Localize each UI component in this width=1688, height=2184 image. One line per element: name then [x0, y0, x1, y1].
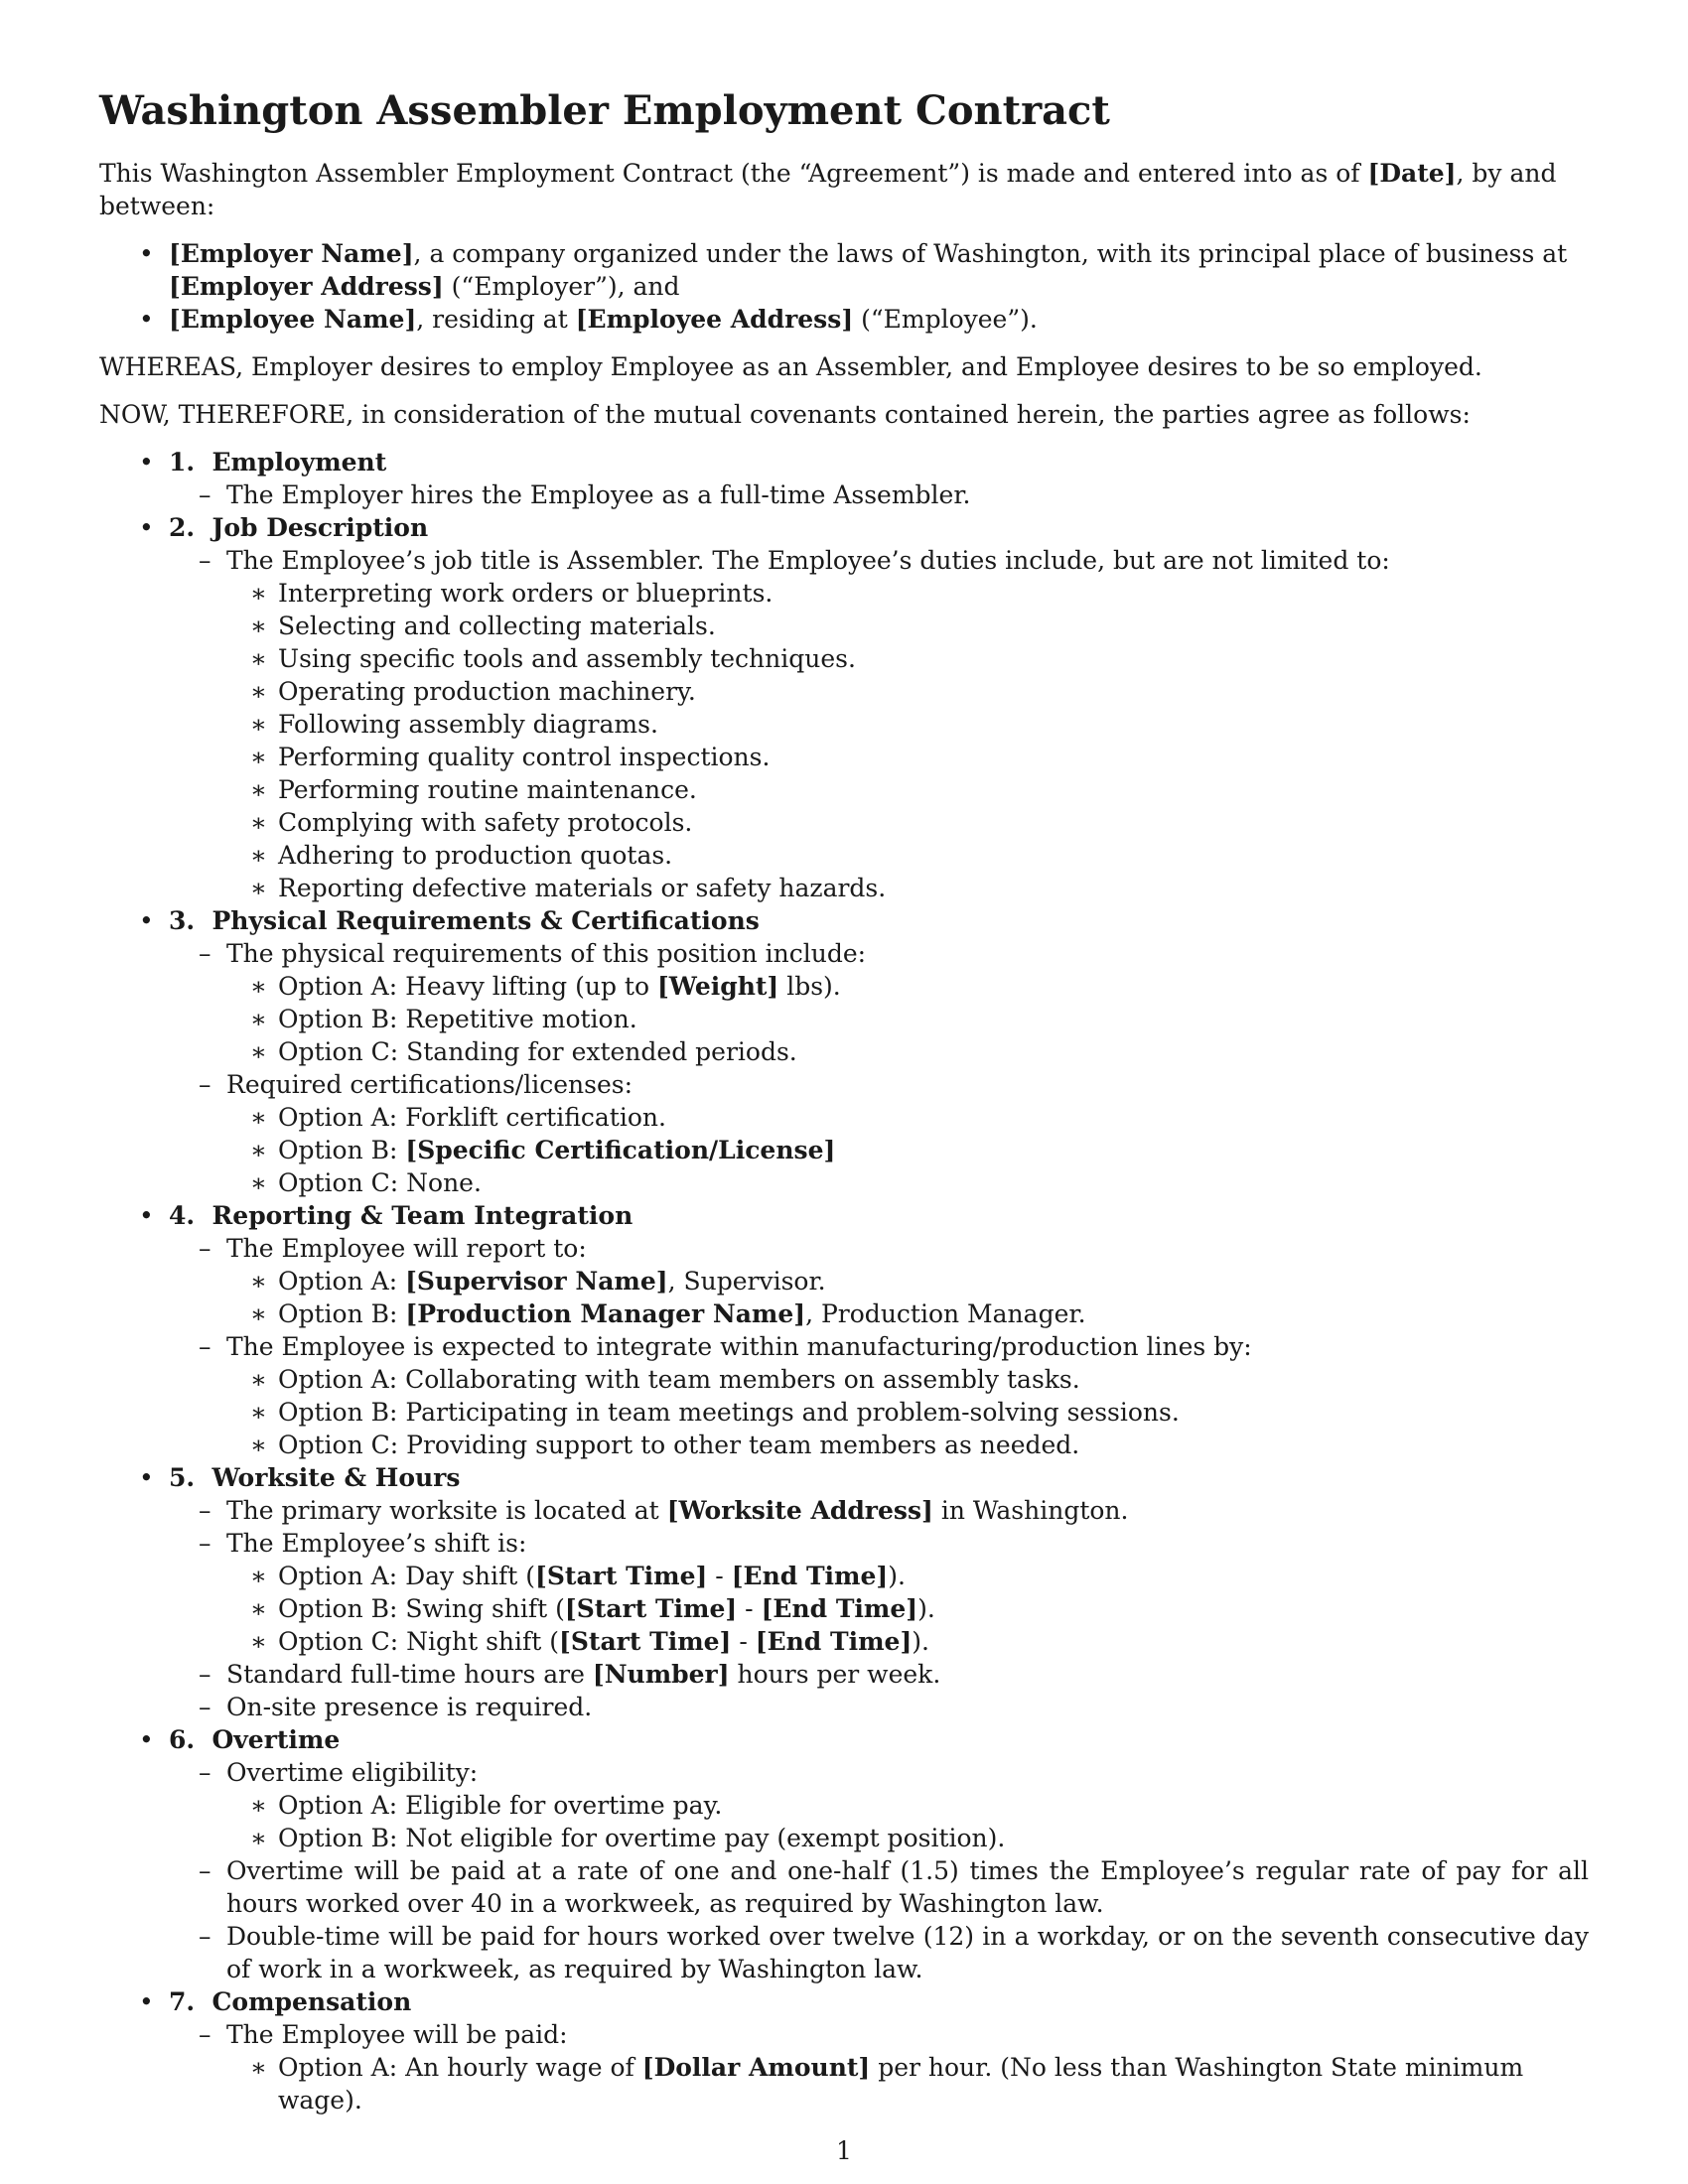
supervisor-name-placeholder: [Supervisor Name] [405, 1267, 668, 1296]
report-option-a: ∗ Option A: [Supervisor Name], Supervisor. [99, 1265, 1589, 1297]
employee-name-placeholder: [Employee Name] [169, 305, 417, 334]
employee-address-placeholder: [Employee Address] [575, 305, 854, 334]
shift-intro: – The Employee’s shift is: [99, 1527, 1589, 1560]
start-time-placeholder: [Start Time] [535, 1562, 708, 1590]
certifications-intro: – Required certifications/licenses: [99, 1068, 1589, 1101]
duty-item: ∗ Complying with safety protocols. [99, 806, 1589, 839]
worksite-line: – The primary worksite is located at [Worksite Address] in Washington. [99, 1494, 1589, 1527]
now-therefore-clause: NOW, THEREFORE, in consideration of the mutual covenants contained herein, the parties agree as follows: [99, 400, 1471, 429]
duty-item: ∗ Operating production machinery. [99, 675, 1589, 708]
dollar-amount-placeholder: [Dollar Amount] [641, 2053, 871, 2082]
weight-placeholder: [Weight] [656, 972, 779, 1001]
employer-address-placeholder: [Employer Address] [169, 272, 444, 301]
shift-option-c: ∗ Option C: Night shift ([Start Time] - [End Time]). [99, 1625, 1589, 1658]
start-time-placeholder: [Start Time] [559, 1627, 732, 1656]
date-placeholder: [Date] [1367, 159, 1457, 188]
overtime-eligibility-intro: – Overtime eligibility: [99, 1756, 1589, 1789]
employer-name-placeholder: [Employer Name] [169, 239, 414, 268]
section-5-heading: • 5. Worksite & Hours [99, 1461, 1589, 1494]
report-option-b: ∗ Option B: [Production Manager Name], Production Manager. [99, 1297, 1589, 1330]
wage-option-a: ∗ Option A: An hourly wage of [Dollar Amount] per hour. (No less than Washington State minimum wage). [99, 2051, 1589, 2116]
physical-option-c: ∗ Option C: Standing for extended periods. [99, 1035, 1589, 1068]
manager-name-placeholder: [Production Manager Name] [405, 1299, 806, 1328]
party-employee: • [Employee Name], residing at [Employee Address] (“Employee”). [99, 303, 1589, 336]
overtime-option-a: ∗ Option A: Eligible for overtime pay. [99, 1789, 1589, 1822]
overtime-option-b: ∗ Option B: Not eligible for overtime pay (exempt position). [99, 1822, 1589, 1854]
duty-item: ∗ Selecting and collecting materials. [99, 610, 1589, 642]
end-time-placeholder: [End Time] [755, 1627, 913, 1656]
section-6-heading: • 6. Overtime [99, 1723, 1589, 1756]
duty-item: ∗ Adhering to production quotas. [99, 839, 1589, 872]
duty-item: ∗ Performing quality control inspections. [99, 741, 1589, 773]
duty-item: ∗ Reporting defective materials or safety hazards. [99, 872, 1589, 904]
physical-option-b: ∗ Option B: Repetitive motion. [99, 1003, 1589, 1035]
section-3-heading: • 3. Physical Requirements & Certifications [99, 904, 1589, 937]
section-1-text: – The Employer hires the Employee as a full-time Assembler. [99, 478, 1589, 511]
parties-list [99, 237, 1589, 336]
whereas-clause: WHEREAS, Employer desires to employ Employee as an Assembler, and Employee desires to be so employed. [99, 352, 1482, 381]
contract-page [99, 87, 1589, 2116]
overtime-rate-clause: – Overtime will be paid at a rate of one and one-half (1.5) times the Employee’s regular rate of pay for all hours worked over 40 in a workweek, as required by Washington law. [99, 1854, 1589, 1920]
onsite-line: – On-site presence is required. [99, 1691, 1589, 1723]
duty-item: ∗ Following assembly diagrams. [99, 708, 1589, 741]
section-4-heading: • 4. Reporting & Team Integration [99, 1199, 1589, 1232]
physical-requirements-intro: – The physical requirements of this position include: [99, 937, 1589, 970]
shift-option-b: ∗ Option B: Swing shift ([Start Time] - [End Time]). [99, 1592, 1589, 1625]
document-title: Washington Assembler Employment Contract [99, 87, 1110, 134]
cert-option-b: ∗ Option B: [Specific Certification/License] [99, 1134, 1589, 1166]
report-intro: – The Employee will report to: [99, 1232, 1589, 1265]
integration-option-c: ∗ Option C: Providing support to other team members as needed. [99, 1429, 1589, 1461]
start-time-placeholder: [Start Time] [564, 1594, 738, 1623]
section-1-heading: • 1. Employment [99, 446, 1589, 478]
section-2-heading: • 2. Job Description [99, 511, 1589, 544]
integration-option-a: ∗ Option A: Collaborating with team members on assembly tasks. [99, 1363, 1589, 1396]
end-time-placeholder: [End Time] [761, 1594, 918, 1623]
compensation-intro: – The Employee will be paid: [99, 2018, 1589, 2051]
page-number: 1 [836, 2136, 852, 2165]
certification-placeholder: [Specific Certification/License] [405, 1136, 836, 1164]
cert-option-c: ∗ Option C: None. [99, 1166, 1589, 1199]
sections-list [99, 446, 1589, 2116]
duty-item: ∗ Using specific tools and assembly techniques. [99, 642, 1589, 675]
end-time-placeholder: [End Time] [731, 1562, 889, 1590]
duty-item: ∗ Performing routine maintenance. [99, 773, 1589, 806]
duty-item: ∗ Interpreting work orders or blueprints. [99, 577, 1589, 610]
party-employer: • [Employer Name], a company organized under the laws of Washington, with its principal place of business at [Employer Address] (“Employer”), and [99, 237, 1589, 303]
hours-line: – Standard full-time hours are [Number] hours per week. [99, 1658, 1589, 1691]
integration-option-b: ∗ Option B: Participating in team meetings and problem-solving sessions. [99, 1396, 1589, 1429]
hours-number-placeholder: [Number] [592, 1660, 730, 1689]
section-2-text: – The Employee’s job title is Assembler. The Employee’s duties include, but are not limited to: [99, 544, 1589, 577]
cert-option-a: ∗ Option A: Forklift certification. [99, 1101, 1589, 1134]
shift-option-a: ∗ Option A: Day shift ([Start Time] - [End Time]). [99, 1560, 1589, 1592]
physical-option-a: ∗ Option A: Heavy lifting (up to [Weight] lbs). [99, 970, 1589, 1003]
section-7-heading: • 7. Compensation [99, 1985, 1589, 2018]
worksite-address-placeholder: [Worksite Address] [666, 1496, 933, 1525]
double-time-clause: – Double-time will be paid for hours worked over twelve (12) in a workday, or on the seventh consecutive day of work in a workweek, as required by Washington law. [99, 1920, 1589, 1985]
intro-paragraph: This Washington Assembler Employment Contract (the “Agreement”) is made and entered into as of [Date], by and between: [99, 159, 1557, 220]
integration-intro: – The Employee is expected to integrate within manufacturing/production lines by: [99, 1330, 1589, 1363]
